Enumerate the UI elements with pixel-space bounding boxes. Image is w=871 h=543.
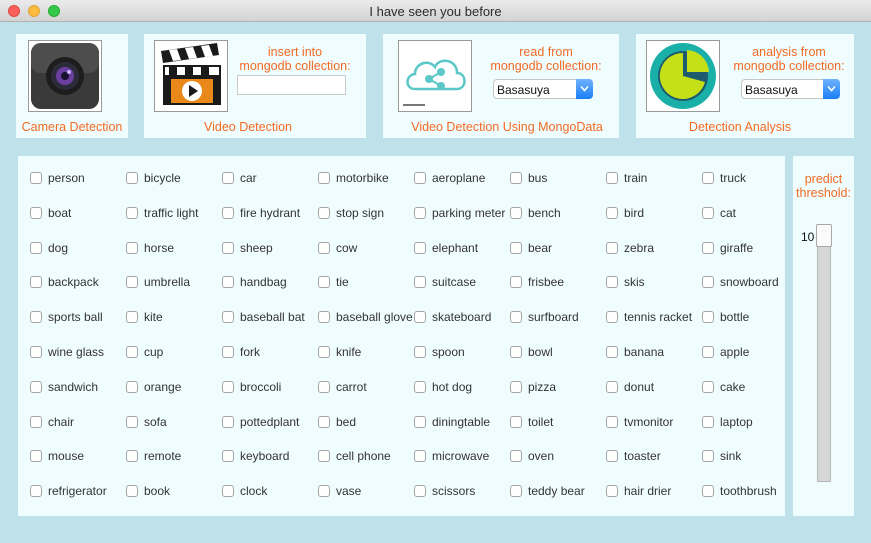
insert-collection-label <box>230 45 360 73</box>
class-checkbox-label: sink <box>720 449 742 463</box>
class-checkbox-label: boat <box>48 206 72 220</box>
class-checkbox[interactable] <box>606 276 618 288</box>
detection-analysis-card <box>636 34 854 138</box>
class-checkbox-item[interactable] <box>510 273 564 291</box>
class-checkbox[interactable] <box>222 207 234 219</box>
class-checkbox-item[interactable] <box>126 204 198 222</box>
class-checkbox-label: spoon <box>432 345 465 359</box>
class-checkbox-item[interactable] <box>222 413 299 431</box>
class-checkbox-label: suitcase <box>432 275 477 289</box>
class-checkbox-label: oven <box>528 449 555 463</box>
class-checkbox-label: cell phone <box>336 449 391 463</box>
class-checkbox-item[interactable] <box>126 273 190 291</box>
class-checkbox-label: baseball glove <box>336 310 413 324</box>
class-checkbox-item[interactable] <box>126 308 163 326</box>
class-checkbox-item[interactable] <box>126 239 174 257</box>
class-checkbox[interactable] <box>318 450 330 462</box>
class-checkbox-item[interactable] <box>414 169 485 187</box>
class-checkbox[interactable] <box>126 346 138 358</box>
class-checkbox-item[interactable] <box>222 169 257 187</box>
class-checkbox[interactable] <box>126 450 138 462</box>
class-checkbox[interactable] <box>606 416 618 428</box>
window-title: I have seen you before <box>369 4 502 19</box>
class-checkbox-label: bottle <box>720 310 750 324</box>
class-checkbox-label: carrot <box>336 380 367 394</box>
class-checkbox-label: fire hydrant <box>240 206 301 220</box>
class-checkbox-item[interactable] <box>414 343 465 361</box>
class-checkbox-item[interactable] <box>510 482 585 500</box>
class-checkbox-label: banana <box>624 345 665 359</box>
class-checkbox-item[interactable] <box>222 239 273 257</box>
class-checkbox-item[interactable] <box>510 447 554 465</box>
class-checkbox-item[interactable] <box>414 239 478 257</box>
class-checkbox[interactable] <box>510 242 522 254</box>
class-checkbox-label: bear <box>528 241 553 255</box>
class-checkbox[interactable] <box>30 172 42 184</box>
class-checkbox-item[interactable] <box>414 308 491 326</box>
class-checkbox-label: skis <box>624 275 645 289</box>
class-checkbox[interactable] <box>30 311 42 323</box>
class-checkbox-label: apple <box>720 345 750 359</box>
class-checkbox-item[interactable] <box>702 239 753 257</box>
class-checkbox[interactable] <box>702 311 714 323</box>
class-checkbox-label: bowl <box>528 345 553 359</box>
class-checkbox-label: truck <box>720 171 747 185</box>
read-label-line1: read from <box>519 45 573 59</box>
class-checkbox-item[interactable] <box>414 447 489 465</box>
class-checkbox[interactable] <box>414 416 426 428</box>
class-checkbox-label: snowboard <box>720 275 779 289</box>
class-checkbox-item[interactable] <box>606 308 692 326</box>
class-checkbox-item[interactable] <box>606 204 644 222</box>
read-collection-value: Basasuya <box>497 83 550 97</box>
class-checkbox-item[interactable] <box>606 273 645 291</box>
chevron-down-icon[interactable] <box>576 79 593 99</box>
class-checkbox[interactable] <box>414 311 426 323</box>
class-checkbox-item[interactable] <box>702 378 745 396</box>
class-checkbox-item[interactable] <box>222 378 281 396</box>
class-checkbox-label: pizza <box>528 380 557 394</box>
class-checkbox-label: elephant <box>432 241 479 255</box>
class-checkbox[interactable] <box>126 416 138 428</box>
class-checkbox-item[interactable] <box>510 204 561 222</box>
class-checkbox-label: bird <box>624 206 645 220</box>
class-checkbox-label: knife <box>336 345 362 359</box>
class-checkbox[interactable] <box>126 207 138 219</box>
class-checkbox-label: kite <box>144 310 163 324</box>
class-checkbox-item[interactable] <box>222 343 260 361</box>
class-checkbox-item[interactable] <box>318 239 357 257</box>
threshold-value: 10 <box>801 230 815 244</box>
class-checkbox-label: pottedplant <box>240 415 300 429</box>
class-checkbox-label: bus <box>528 171 548 185</box>
class-checkbox-label: parking meter <box>432 206 506 220</box>
class-checkbox[interactable] <box>606 450 618 462</box>
class-checkbox[interactable] <box>318 381 330 393</box>
class-checkbox[interactable] <box>318 416 330 428</box>
class-checkbox-item[interactable] <box>702 169 746 187</box>
class-checkbox-item[interactable] <box>510 169 547 187</box>
class-checkbox-item[interactable] <box>318 273 349 291</box>
class-checkbox-label: umbrella <box>144 275 191 289</box>
class-checkbox[interactable] <box>30 450 42 462</box>
class-checkbox-label: dog <box>48 241 69 255</box>
class-checkbox-item[interactable] <box>126 447 181 465</box>
class-checkbox[interactable] <box>318 242 330 254</box>
class-checkbox-label: wine glass <box>48 345 105 359</box>
insert-label-line1: insert into <box>267 45 323 59</box>
class-checkbox[interactable] <box>606 172 618 184</box>
class-checkbox[interactable] <box>126 381 138 393</box>
class-checkbox-item[interactable] <box>606 482 671 500</box>
class-checkbox[interactable] <box>510 172 522 184</box>
class-checkbox-item[interactable] <box>414 273 476 291</box>
class-checkbox-label: traffic light <box>144 206 199 220</box>
class-checkbox-item[interactable] <box>30 239 68 257</box>
class-checkbox-item[interactable] <box>606 343 664 361</box>
class-checkbox[interactable] <box>30 416 42 428</box>
class-checkbox-item[interactable] <box>510 239 552 257</box>
threshold-slider-track[interactable] <box>817 224 831 482</box>
class-checkbox-item[interactable] <box>126 482 170 500</box>
clapperboard-play-icon[interactable] <box>154 40 228 112</box>
class-checkbox-item[interactable] <box>414 482 475 500</box>
class-checkbox-label: cake <box>720 380 746 394</box>
class-checkbox-label: stop sign <box>336 206 385 220</box>
threshold-slider-handle[interactable] <box>816 224 832 247</box>
class-checkbox-label: hair drier <box>624 484 672 498</box>
class-checkbox-label: aeroplane <box>432 171 486 185</box>
class-checkbox[interactable] <box>702 172 714 184</box>
analysis-collection-label <box>724 45 854 73</box>
class-checkbox[interactable] <box>414 485 426 497</box>
class-checkbox[interactable] <box>702 207 714 219</box>
class-checkbox-item[interactable] <box>30 378 98 396</box>
threshold-label <box>793 172 854 200</box>
class-checkbox[interactable] <box>30 485 42 497</box>
class-checkbox-item[interactable] <box>606 378 654 396</box>
class-checkbox-label: train <box>624 171 648 185</box>
class-checkbox-label: cat <box>720 206 737 220</box>
class-checkbox-item[interactable] <box>30 482 107 500</box>
class-checkbox[interactable] <box>702 242 714 254</box>
class-checkbox[interactable] <box>414 207 426 219</box>
class-checkbox-label: person <box>48 171 85 185</box>
class-checkbox[interactable] <box>318 311 330 323</box>
analysis-label-line2: mongodb collection: <box>733 59 845 73</box>
class-checkbox-item[interactable] <box>318 413 356 431</box>
class-checkbox[interactable] <box>126 311 138 323</box>
class-checkbox[interactable] <box>606 381 618 393</box>
chevron-down-icon[interactable] <box>823 79 840 99</box>
class-checkbox-label: bench <box>528 206 561 220</box>
class-checkbox-item[interactable] <box>510 413 553 431</box>
class-checkbox-item[interactable] <box>702 413 753 431</box>
class-checkbox-grid <box>18 156 785 516</box>
class-checkbox-item[interactable] <box>222 308 305 326</box>
class-checkbox[interactable] <box>30 207 42 219</box>
class-checkbox-item[interactable] <box>318 343 361 361</box>
class-checkbox-item[interactable] <box>702 447 741 465</box>
class-checkbox[interactable] <box>30 346 42 358</box>
camera-detection-label: Camera Detection <box>21 120 123 134</box>
class-checkbox-label: bicycle <box>144 171 181 185</box>
class-checkbox-item[interactable] <box>318 169 389 187</box>
class-checkbox[interactable] <box>318 346 330 358</box>
class-checkbox-item[interactable] <box>702 482 777 500</box>
class-checkbox[interactable] <box>606 485 618 497</box>
analysis-collection-value: Basasuya <box>745 83 798 97</box>
class-checkbox-item[interactable] <box>222 482 267 500</box>
analysis-collection-select[interactable] <box>741 79 840 99</box>
cloud-share-icon[interactable] <box>398 40 472 112</box>
class-checkbox-label: donut <box>624 380 655 394</box>
class-checkbox-item[interactable] <box>606 169 647 187</box>
class-checkbox-item[interactable] <box>510 308 579 326</box>
analysis-label-line1: analysis from <box>752 45 826 59</box>
class-checkbox[interactable] <box>702 346 714 358</box>
class-checkbox-label: surfboard <box>528 310 579 324</box>
class-checkbox[interactable] <box>414 450 426 462</box>
class-checkbox-item[interactable] <box>222 204 300 222</box>
class-checkbox[interactable] <box>222 346 234 358</box>
class-checkbox-item[interactable] <box>702 343 749 361</box>
class-checkbox-item[interactable] <box>222 273 287 291</box>
class-checkbox-label: sports ball <box>48 310 103 324</box>
class-checkbox[interactable] <box>126 242 138 254</box>
class-checkbox-label: zebra <box>624 241 655 255</box>
class-checkbox-item[interactable] <box>606 413 673 431</box>
class-checkbox-label: refrigerator <box>48 484 107 498</box>
class-checkbox-label: book <box>144 484 171 498</box>
video-detection-label: Video Detection <box>203 120 293 134</box>
class-checkbox-label: toothbrush <box>720 484 777 498</box>
class-checkbox-item[interactable] <box>222 447 289 465</box>
class-checkbox-label: bed <box>336 415 357 429</box>
class-checkbox[interactable] <box>510 311 522 323</box>
class-checkbox-label: chair <box>48 415 75 429</box>
class-checkbox-label: fork <box>240 345 261 359</box>
class-checkbox[interactable] <box>222 172 234 184</box>
class-checkbox-label: vase <box>336 484 362 498</box>
class-checkbox-label: broccoli <box>240 380 282 394</box>
class-checkbox-label: horse <box>144 241 175 255</box>
class-checkbox-label: giraffe <box>720 241 754 255</box>
class-checkbox-item[interactable] <box>30 343 104 361</box>
class-checkbox-label: sheep <box>240 241 273 255</box>
class-checkbox[interactable] <box>510 485 522 497</box>
class-checkbox[interactable] <box>318 485 330 497</box>
class-checkbox-item[interactable] <box>30 308 103 326</box>
class-checkbox-item[interactable] <box>318 378 367 396</box>
class-checkbox[interactable] <box>30 242 42 254</box>
class-checkbox[interactable] <box>126 485 138 497</box>
class-checkbox[interactable] <box>414 242 426 254</box>
class-checkbox[interactable] <box>702 381 714 393</box>
class-checkbox-item[interactable] <box>702 204 736 222</box>
class-checkbox-item[interactable] <box>126 343 163 361</box>
class-checkbox[interactable] <box>318 172 330 184</box>
class-checkbox[interactable] <box>222 276 234 288</box>
class-checkbox-label: scissors <box>432 484 476 498</box>
class-checkbox-label: sandwich <box>48 380 99 394</box>
class-checkbox[interactable] <box>510 381 522 393</box>
class-checkbox[interactable] <box>126 172 138 184</box>
class-checkbox-label: cow <box>336 241 358 255</box>
read-collection-label <box>481 45 611 73</box>
class-checkbox[interactable] <box>510 207 522 219</box>
video-detection-card <box>144 34 366 138</box>
class-checkbox-label: clock <box>240 484 268 498</box>
class-checkbox-label: keyboard <box>240 449 290 463</box>
threshold-label-line2: threshold: <box>796 186 851 200</box>
class-checkbox[interactable] <box>606 207 618 219</box>
class-checkbox-item[interactable] <box>510 378 556 396</box>
class-checkbox-item[interactable] <box>30 273 99 291</box>
class-checkbox-item[interactable] <box>126 413 167 431</box>
class-checkbox-item[interactable] <box>318 308 413 326</box>
class-checkbox[interactable] <box>510 416 522 428</box>
mongo-video-detection-label: Video Detection Using MongoData <box>411 120 603 134</box>
class-checkbox-label: handbag <box>240 275 287 289</box>
class-checkbox-item[interactable] <box>606 447 661 465</box>
class-checkbox[interactable] <box>510 276 522 288</box>
class-checkbox-label: orange <box>144 380 182 394</box>
class-checkbox-label: tie <box>336 275 349 289</box>
class-checkbox[interactable] <box>702 485 714 497</box>
class-checkbox-item[interactable] <box>126 169 181 187</box>
class-checkbox[interactable] <box>414 381 426 393</box>
class-checkbox-label: mouse <box>48 449 85 463</box>
class-checkbox[interactable] <box>30 276 42 288</box>
class-checkbox-label: cup <box>144 345 164 359</box>
read-label-line2: mongodb collection: <box>490 59 602 73</box>
class-checkbox[interactable] <box>222 242 234 254</box>
class-checkbox-label: teddy bear <box>528 484 585 498</box>
class-checkbox-label: hot dog <box>432 380 473 394</box>
class-checkbox-item[interactable] <box>30 413 74 431</box>
class-checkbox-label: toilet <box>528 415 554 429</box>
class-checkbox[interactable] <box>702 416 714 428</box>
threshold-label-line1: predict <box>804 172 843 186</box>
class-checkbox-label: backpack <box>48 275 99 289</box>
class-checkbox[interactable] <box>222 381 234 393</box>
class-checkbox-item[interactable] <box>318 447 391 465</box>
class-checkbox-label: tennis racket <box>624 310 693 324</box>
insert-collection-input[interactable] <box>237 75 346 95</box>
read-collection-select[interactable] <box>493 79 593 99</box>
class-checkbox-item[interactable] <box>414 413 490 431</box>
class-checkbox[interactable] <box>222 416 234 428</box>
class-checkbox-item[interactable] <box>510 343 553 361</box>
class-checkbox-item[interactable] <box>318 204 384 222</box>
class-checkbox-label: sofa <box>144 415 167 429</box>
class-checkbox-label: baseball bat <box>240 310 305 324</box>
class-checkbox[interactable] <box>222 311 234 323</box>
class-checkbox[interactable] <box>222 485 234 497</box>
class-checkbox-label: toaster <box>624 449 661 463</box>
class-checkbox[interactable] <box>318 276 330 288</box>
camera-detection-card[interactable] <box>16 34 128 138</box>
class-checkbox-item[interactable] <box>30 169 85 187</box>
title-bar <box>0 0 871 22</box>
mongo-video-detection-card <box>383 34 619 138</box>
class-checkbox[interactable] <box>702 276 714 288</box>
class-checkbox[interactable] <box>414 276 426 288</box>
class-checkbox-item[interactable] <box>30 447 84 465</box>
class-checkbox[interactable] <box>606 311 618 323</box>
class-checkbox-label: remote <box>144 449 182 463</box>
class-checkbox-label: tvmonitor <box>624 415 674 429</box>
class-checkbox[interactable] <box>510 450 522 462</box>
class-checkbox-item[interactable] <box>702 273 779 291</box>
detection-analysis-label: Detection Analysis <box>688 120 792 134</box>
class-checkbox-item[interactable] <box>606 239 654 257</box>
camera-icon[interactable] <box>28 40 102 112</box>
class-checkbox[interactable] <box>318 207 330 219</box>
insert-label-line2: mongodb collection: <box>239 59 351 73</box>
class-checkbox-item[interactable] <box>414 378 472 396</box>
class-checkbox-label: motorbike <box>336 171 389 185</box>
class-checkbox[interactable] <box>606 242 618 254</box>
class-checkbox-label: microwave <box>432 449 490 463</box>
class-checkbox-item[interactable] <box>318 482 361 500</box>
class-checkbox[interactable] <box>414 172 426 184</box>
class-checkbox[interactable] <box>510 346 522 358</box>
class-checkbox[interactable] <box>126 276 138 288</box>
class-checkbox-label: frisbee <box>528 275 565 289</box>
class-checkbox-item[interactable] <box>30 204 71 222</box>
class-checkbox-item[interactable] <box>414 204 505 222</box>
class-checkbox-label: car <box>240 171 257 185</box>
class-checkbox[interactable] <box>30 381 42 393</box>
pie-chart-icon[interactable] <box>646 40 720 112</box>
class-checkbox[interactable] <box>414 346 426 358</box>
class-checkbox-item[interactable] <box>126 378 181 396</box>
class-checkbox[interactable] <box>222 450 234 462</box>
class-checkbox-item[interactable] <box>702 308 749 326</box>
class-checkbox-label: skateboard <box>432 310 492 324</box>
class-checkbox-label: diningtable <box>432 415 491 429</box>
class-checkbox-label: laptop <box>720 415 753 429</box>
class-checkbox[interactable] <box>702 450 714 462</box>
class-checkbox[interactable] <box>606 346 618 358</box>
